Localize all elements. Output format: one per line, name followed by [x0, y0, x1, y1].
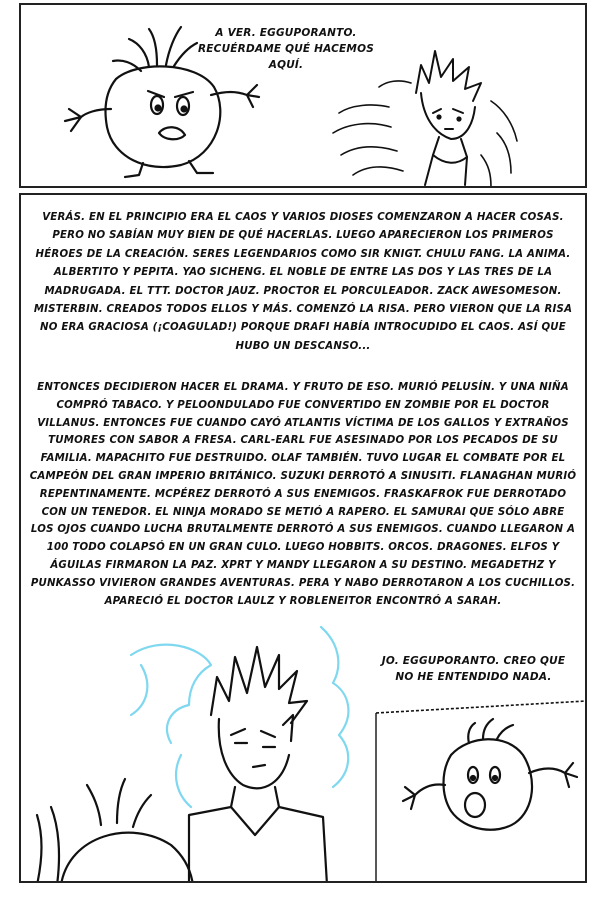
speech-bubble: JO. EGGUPORANTO. CREO QUE NO HE ENTENDIDO NADA.	[381, 655, 566, 683]
aura-lines	[131, 627, 348, 807]
small-bean-character	[403, 719, 577, 830]
comic-panel-1	[19, 3, 587, 188]
comic-panel-2	[19, 193, 587, 883]
narration-box-2: ENTONCES DECIDIERON HACER EL DRAMA. Y FRUTO DE ESO. MURIÓ PELUSÍN. Y UNA NIÑA COMPRÓ TABACO. Y PELOONDULADO FUE CONVERTIDO EN ZOMBIE POR EL DOCTOR VILLANUS. ENTONCES FUE CUANDO CAYÓ ATLANTIS VÍCTIMA DE LOS GALLOS Y EXTRAÑOS TUMORES CON SABOR A FRESA. CARL-EARL FUE ASESINADO POR LOS PECADOS DE SU FAMILIA. MAPACHITO FUE DESTRUIDO. OLAF TAMBIÉN. TUVO LUGAR EL COMBATE POR EL CAMPEÓN DEL GRAN IMPERIO BRITÁNICO. SUZUKI DERROTÓ A SINUSITI. FLANAGHAN MURIÓ REPENTINAMENTE. MCPÉREZ DERROTÓ A SUS ENEMIGOS. FRASKAFROK FUE DERROTADO CON UN TENEDOR. EL NINJA MORADO SE METIÓ A RAPERO. EL SAMURAI QUE SÓLO ABRE LOS OJOS CUANDO LUCHA BRUTALMENTE DERROTÓ A SUS ENEMIGOS. CUANDO LLEGARON A 100 TODO COLAPSÓ EN UN GRAN CULO. LUEGO HOBBITS. ORCOS. DRAGONES. ELFOS Y ÁGUILAS FIRMARON LA PAZ. XPRT Y MANDY LLEGARON A SU DESTINO. MEGADETHZ Y PUNKASSO VIVIERON GRANDES AVENTURAS. PERA Y NABO DERROTARON A LOS CUCHILLOS. APARECIÓ EL DOCTOR LAULZ Y ROBLENEITOR ENCONTRÓ A SARAH.	[29, 382, 577, 607]
spiky-character-bust	[189, 647, 327, 883]
foreground-bean-heads	[37, 779, 193, 883]
bubble-outline	[376, 701, 586, 713]
narration-box-1: VERÁS. EN EL PRINCIPIO ERA EL CAOS Y VARIOS DIOSES COMENZARON A HACER COSAS. PERO NO SABÍAN MUY BIEN DE QUÉ HACERLAS. LUEGO APARECIERON LOS PRIMEROS HÉROES DE LA CREACIÓN. SERES LEGENDARIOS COMO SIR KNIGT. CHULU FANG. LA ANIMA. ALBERTITO Y PEPITA. YAO SICHENG. EL NOBLE DE ENTRE LAS DOS Y LAS TRES DE LA MADRUGADA. EL TTT. DOCTOR JAUZ. PROCTOR EL PORCULEADOR. ZACK AWESOMESON. MISTERBIN. CREADOS TODOS ELLOS Y MÁS. COMENZÓ LA RISA. PERO VIERON QUE LA RISA NO ERA GRACIOSA (¡COAGULAD!) PORQUE DRAFI HABÍA INTROCUDIDO EL CAOS. ASÍ QUE HUBO UN DESCANSO...	[33, 212, 573, 352]
speech-bubble: A VER. EGGUPORANTO. RECUÉRDAME QUÉ HACEMOS AQUÍ.	[198, 27, 374, 71]
